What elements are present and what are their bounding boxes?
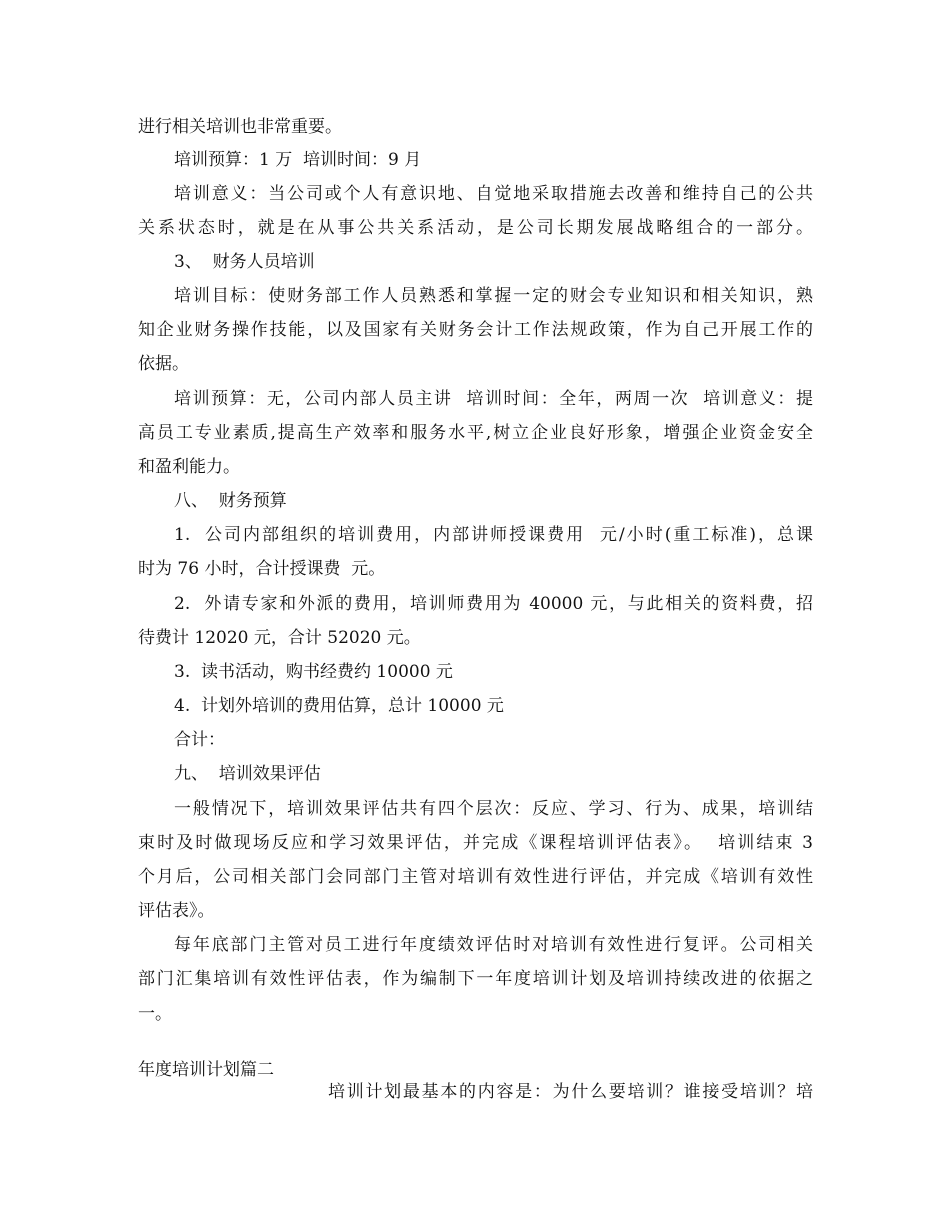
paragraph-line: 4. 计划外培训的费用估算，总计 10000 元 bbox=[174, 696, 504, 716]
paragraph-line: 2. 外请专家和外派的费用，培训师费用为 40000 元，与此相关的资料费，招 bbox=[174, 594, 813, 614]
paragraph-line: 培训目标：使财务部工作人员熟悉和掌握一定的财会专业知识和相关知识，熟 bbox=[174, 286, 813, 306]
paragraph-line: 培训预算：无，公司内部人员主讲 培训时间：全年，两周一次 培训意义：提 bbox=[174, 389, 813, 409]
paragraph-line: 知企业财务操作技能，以及国家有关财务会计工作法规政策，作为自己开展工作的 bbox=[138, 320, 813, 340]
paragraph-line: 待费计 12020 元，合计 52020 元。 bbox=[138, 628, 421, 648]
section-intro-line bbox=[138, 1037, 813, 1102]
paragraph-line: 评估表》。 bbox=[138, 901, 215, 921]
paragraph-line: 进行相关培训也非常重要。 bbox=[138, 117, 342, 137]
paragraph-line: 3. 读书活动，购书经费约 10000 元 bbox=[174, 662, 453, 682]
paragraph-line: 依据。 bbox=[138, 354, 189, 374]
paragraph-line: 合计： bbox=[174, 730, 225, 750]
paragraph-line: 1. 公司内部组织的培训费用，内部讲师授课费用 元/小时(重工标准)，总课 bbox=[174, 525, 813, 545]
section-heading: 八、 财务预算 bbox=[174, 491, 287, 511]
paragraph-line: 和盈利能力。 bbox=[138, 457, 240, 477]
paragraph-line: 每年底部门主管对员工进行年度绩效评估时对培训有效性进行复评。公司相关 bbox=[174, 935, 813, 955]
paragraph-line: 时为 76 小时，合计授课费 元。 bbox=[138, 559, 386, 579]
paragraph-line: 培训预算：1 万 培训时间：9 月 bbox=[174, 150, 422, 170]
paragraph-line: 个月后，公司相关部门会同部门主管对培训有效性进行评估，并完成《培训有效性 bbox=[138, 867, 813, 887]
paragraph-line: 培训意义：当公司或个人有意识地、自觉地采取措施去改善和维持自己的公共 bbox=[174, 184, 813, 204]
section-heading: 3、 财务人员培训 bbox=[174, 252, 315, 272]
paragraph-line: 关系状态时，就是在从事公共关系活动，是公司长期发展战略组合的一部分。 bbox=[138, 218, 813, 238]
paragraph-line: 一般情况下，培训效果评估共有四个层次：反应、学习、行为、成果，培训结 bbox=[174, 799, 813, 819]
paragraph-line: 高员工专业素质,提高生产效率和服务水平,树立企业良好形象，增强企业资金安全 bbox=[138, 423, 813, 443]
section-title: 年度培训计划篇二 bbox=[138, 1060, 274, 1080]
paragraph-line: 一。 bbox=[138, 1004, 172, 1024]
paragraph-line: 束时及时做现场反应和学习效果评估，并完成《课程培训评估表》。 培训结束 3 bbox=[138, 833, 813, 853]
paragraph-line: 培训计划最基本的内容是：为什么要培训？谁接受培训？培 bbox=[328, 1082, 813, 1102]
section-heading: 九、 培训效果评估 bbox=[174, 764, 321, 784]
paragraph-line: 部门汇集培训有效性评估表，作为编制下一年度培训计划及培训持续改进的依据之 bbox=[138, 969, 813, 989]
